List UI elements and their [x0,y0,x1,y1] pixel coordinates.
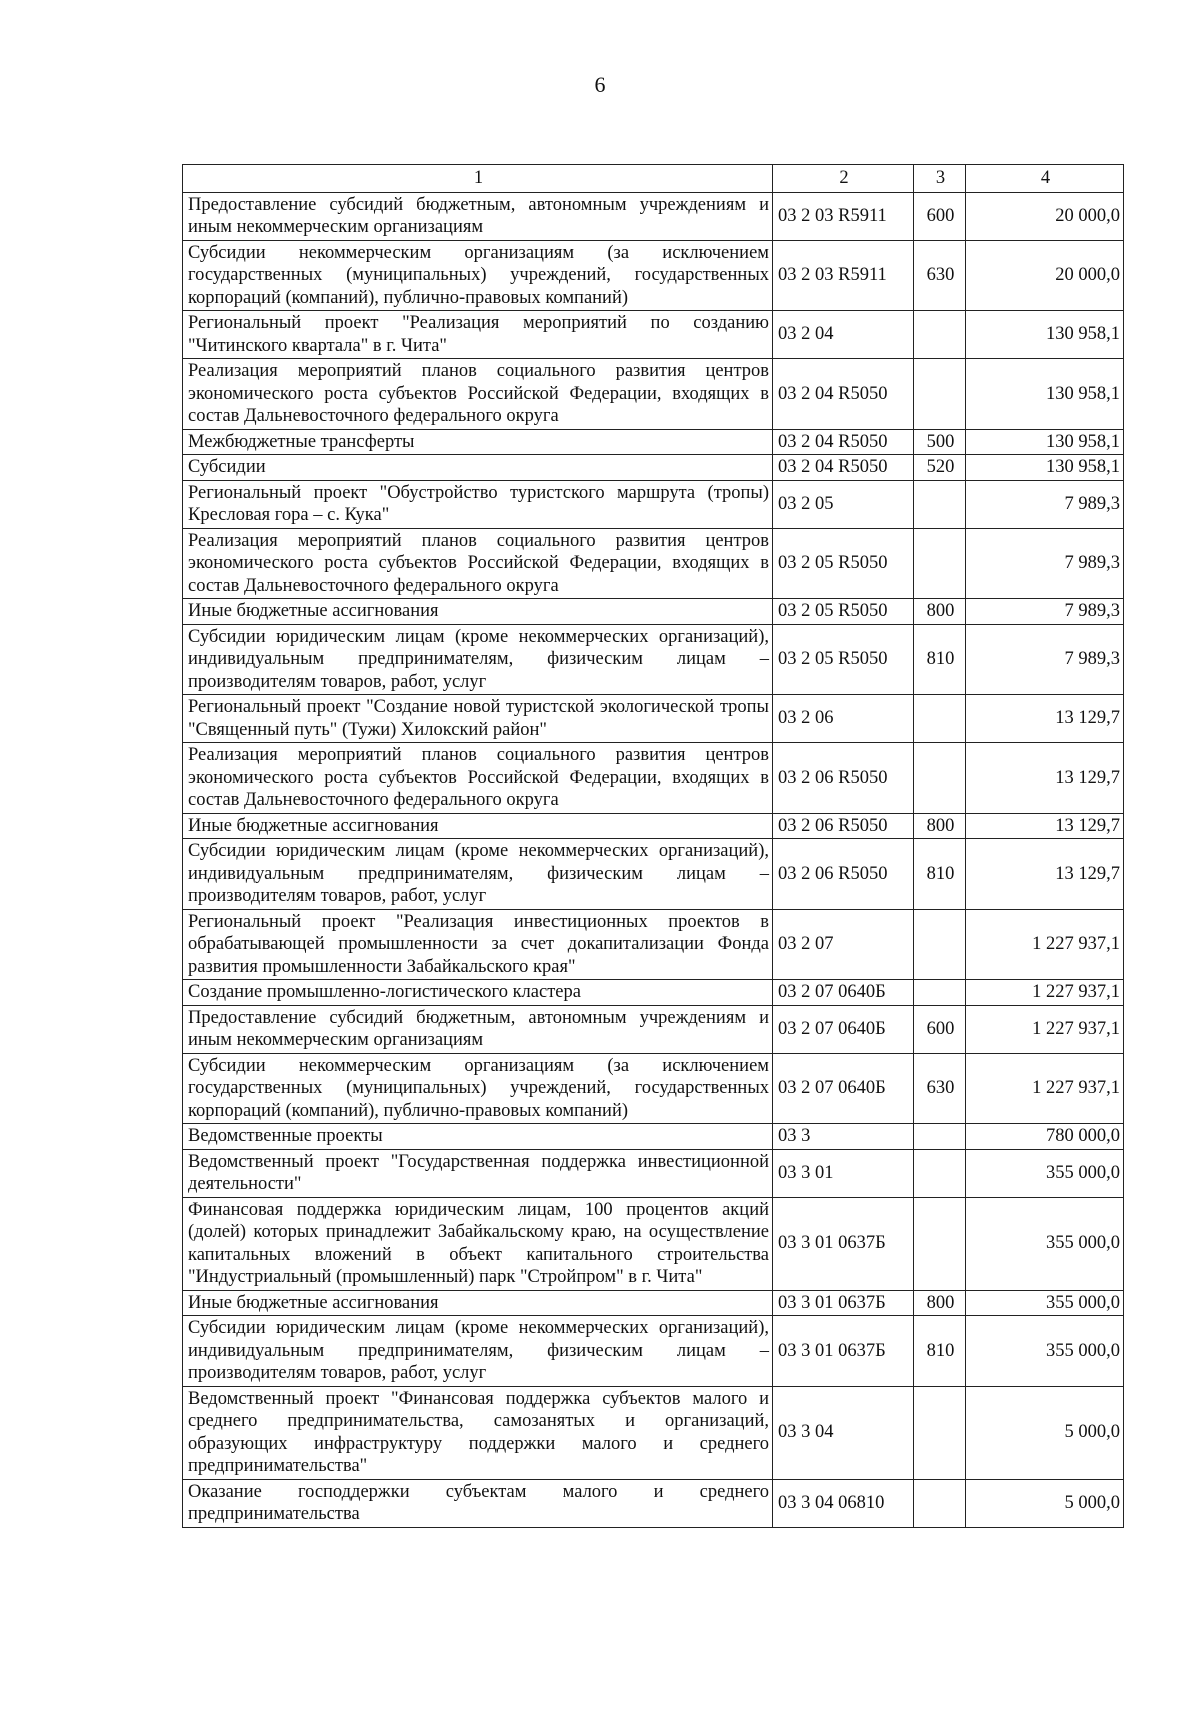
amount: 355 000,0 [966,1149,1124,1197]
target-code: 03 2 05 R5050 [773,599,914,625]
table-row [183,1124,1124,1150]
item-name: Предоставление субсидий бюджетным, автономным учреждениям и иным некоммерческим организациям [183,1005,773,1053]
target-code: 03 2 05 [773,480,914,528]
item-name: Субсидии юридическим лицам (кроме некоммерческих организаций), индивидуальным предпринимателям, физическим лицам – производителям товаров, работ, услуг [183,1316,773,1387]
amount: 20 000,0 [966,192,1124,240]
expense-type-code: 810 [914,1316,966,1387]
target-code: 03 2 07 [773,909,914,980]
expense-type-code: 810 [914,839,966,910]
item-name: Предоставление субсидий бюджетным, автономным учреждениям и иным некоммерческим организациям [183,192,773,240]
target-code: 03 2 04 R5050 [773,359,914,430]
item-name: Оказание господдержки субъектам малого и среднего предпринимательства [183,1479,773,1527]
target-code: 03 2 06 [773,695,914,743]
expense-type-code [914,1124,966,1150]
item-name: Реализация мероприятий планов социального развития центров экономического роста субъектов Российской Федерации, входящих в состав Дальневосточного федерального округа [183,743,773,814]
target-code: 03 2 04 R5050 [773,429,914,455]
expense-type-code: 800 [914,599,966,625]
expense-type-code: 520 [914,455,966,481]
amount: 1 227 937,1 [966,980,1124,1006]
amount: 13 129,7 [966,695,1124,743]
expense-type-code: 800 [914,813,966,839]
expense-type-code [914,1386,966,1479]
amount: 13 129,7 [966,839,1124,910]
table-row [183,480,1124,528]
expense-type-code [914,909,966,980]
amount: 7 989,3 [966,480,1124,528]
amount: 1 227 937,1 [966,909,1124,980]
expense-type-code [914,980,966,1006]
item-name: Межбюджетные трансферты [183,429,773,455]
table-row [183,1386,1124,1479]
expense-type-code [914,743,966,814]
target-code: 03 3 [773,1124,914,1150]
expense-type-code [914,695,966,743]
expense-type-code: 600 [914,192,966,240]
target-code: 03 2 07 0640Б [773,1005,914,1053]
item-name: Реализация мероприятий планов социального развития центров экономического роста субъектов Российской Федерации, входящих в состав Дальневосточного федерального округа [183,528,773,599]
amount: 355 000,0 [966,1316,1124,1387]
amount: 13 129,7 [966,743,1124,814]
expense-type-code [914,480,966,528]
page-number: 6 [594,72,606,97]
column-header-3: 3 [914,165,966,193]
item-name: Создание промышленно-логистического кластера [183,980,773,1006]
table-row [183,1005,1124,1053]
item-name: Ведомственный проект "Государственная поддержка инвестиционной деятельности" [183,1149,773,1197]
item-name: Региональный проект "Создание новой туристской экологической тропы "Священный путь" (Тужи) Хилокский район" [183,695,773,743]
expense-type-code: 500 [914,429,966,455]
item-name: Региональный проект "Реализация мероприятий по созданию "Читинского квартала" в г. Чита" [183,311,773,359]
item-name: Субсидии [183,455,773,481]
item-name: Ведомственные проекты [183,1124,773,1150]
target-code: 03 2 06 R5050 [773,743,914,814]
table-row [183,311,1124,359]
item-name: Субсидии некоммерческим организациям (за исключением государственных (муниципальных) учреждений, государственных корпораций (компаний), публично-правовых компаний) [183,240,773,311]
table-row [183,695,1124,743]
amount: 5 000,0 [966,1386,1124,1479]
target-code: 03 3 01 0637Б [773,1290,914,1316]
amount: 130 958,1 [966,359,1124,430]
column-header-2: 2 [773,165,914,193]
target-code: 03 3 04 06810 [773,1479,914,1527]
amount: 355 000,0 [966,1290,1124,1316]
expense-type-code: 810 [914,624,966,695]
amount: 130 958,1 [966,429,1124,455]
table-row [183,743,1124,814]
table-row [183,813,1124,839]
table-row [183,909,1124,980]
table-row [183,429,1124,455]
target-code: 03 2 06 R5050 [773,813,914,839]
amount: 130 958,1 [966,311,1124,359]
amount: 7 989,3 [966,624,1124,695]
expense-type-code [914,1197,966,1290]
expense-type-code: 600 [914,1005,966,1053]
expense-type-code [914,1479,966,1527]
amount: 355 000,0 [966,1197,1124,1290]
expense-type-code: 630 [914,1053,966,1124]
expense-type-code [914,311,966,359]
expense-type-code [914,528,966,599]
item-name: Иные бюджетные ассигнования [183,813,773,839]
amount: 7 989,3 [966,599,1124,625]
item-name: Реализация мероприятий планов социального развития центров экономического роста субъектов Российской Федерации, входящих в состав Дальневосточного федерального округа [183,359,773,430]
item-name: Региональный проект "Реализация инвестиционных проектов в обрабатывающей промышленности за счет докапитализации Фонда развития промышленности Забайкальского края" [183,909,773,980]
amount: 780 000,0 [966,1124,1124,1150]
table-row [183,1197,1124,1290]
item-name: Финансовая поддержка юридическим лицам, 100 процентов акций (долей) которых принадлежит Забайкальскому краю, на осуществление капитальных вложений в объект капитального строительства "Индустриальный (промышленный) парк "Стройпром" в г. Чита" [183,1197,773,1290]
table-row [183,624,1124,695]
target-code: 03 2 05 R5050 [773,528,914,599]
table-body [183,192,1124,1527]
table-row [183,839,1124,910]
table-row [183,1290,1124,1316]
expense-type-code [914,359,966,430]
target-code: 03 2 04 R5050 [773,455,914,481]
target-code: 03 3 04 [773,1386,914,1479]
table-row [183,1053,1124,1124]
target-code: 03 3 01 0637Б [773,1197,914,1290]
target-code: 03 2 03 R5911 [773,192,914,240]
expense-type-code: 630 [914,240,966,311]
table-row [183,599,1124,625]
table-header-row [183,165,1124,193]
item-name: Субсидии юридическим лицам (кроме некоммерческих организаций), индивидуальным предпринимателям, физическим лицам – производителям товаров, работ, услуг [183,624,773,695]
expense-type-code: 800 [914,1290,966,1316]
target-code: 03 3 01 [773,1149,914,1197]
column-header-1: 1 [183,165,773,193]
amount: 7 989,3 [966,528,1124,599]
item-name: Субсидии юридическим лицам (кроме некоммерческих организаций), индивидуальным предпринимателям, физическим лицам – производителям товаров, работ, услуг [183,839,773,910]
table-row [183,980,1124,1006]
item-name: Иные бюджетные ассигнования [183,1290,773,1316]
amount: 1 227 937,1 [966,1005,1124,1053]
table-row [183,528,1124,599]
item-name: Иные бюджетные ассигнования [183,599,773,625]
table-row [183,1316,1124,1387]
target-code: 03 2 05 R5050 [773,624,914,695]
target-code: 03 2 07 0640Б [773,1053,914,1124]
item-name: Региональный проект "Обустройство туристского маршрута (тропы) Кресловая гора – с. Кука" [183,480,773,528]
expense-type-code [914,1149,966,1197]
table-row [183,359,1124,430]
item-name: Ведомственный проект "Финансовая поддержка субъектов малого и среднего предпринимательства, самозанятых и организаций, образующих инфраструктуру поддержки малого и среднего предпринимательства" [183,1386,773,1479]
table-row [183,240,1124,311]
budget-allocation-table [182,164,1124,1528]
target-code: 03 2 06 R5050 [773,839,914,910]
amount: 13 129,7 [966,813,1124,839]
amount: 20 000,0 [966,240,1124,311]
amount: 130 958,1 [966,455,1124,481]
amount: 1 227 937,1 [966,1053,1124,1124]
amount: 5 000,0 [966,1479,1124,1527]
item-name: Субсидии некоммерческим организациям (за исключением государственных (муниципальных) учреждений, государственных корпораций (компаний), публично-правовых компаний) [183,1053,773,1124]
table-row [183,1149,1124,1197]
table-row [183,192,1124,240]
target-code: 03 3 01 0637Б [773,1316,914,1387]
target-code: 03 2 07 0640Б [773,980,914,1006]
target-code: 03 2 03 R5911 [773,240,914,311]
column-header-4: 4 [966,165,1124,193]
table-row [183,455,1124,481]
target-code: 03 2 04 [773,311,914,359]
table-row [183,1479,1124,1527]
